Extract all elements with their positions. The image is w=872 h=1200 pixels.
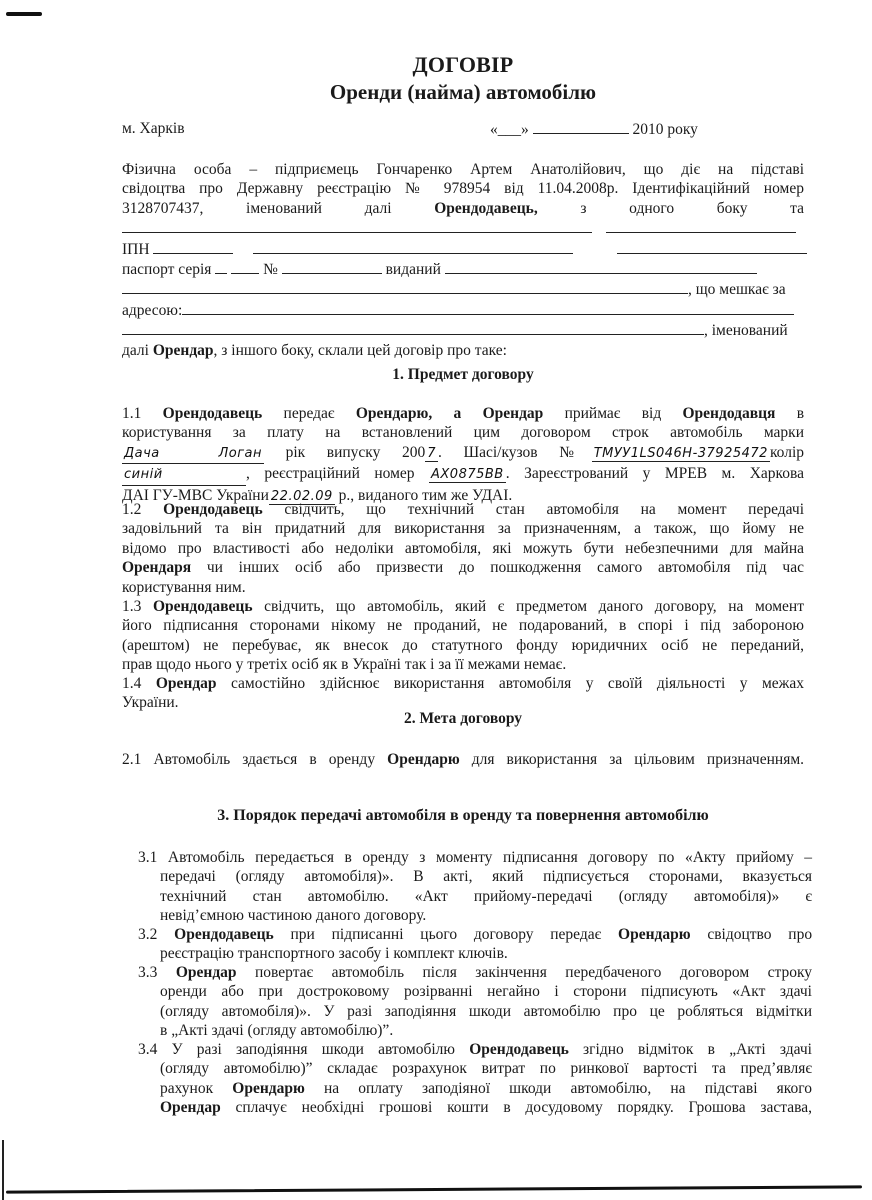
- document-title: ДОГОВІР: [412, 52, 514, 77]
- passport-issued-field: [445, 259, 757, 274]
- clause-1-2: 1.2 Орендодавець свідчить, що технічний стан автомобіля на момент передачі задовільний та він придатний для використання за призначенням, а також, що йому не відомо про властивості або недоліки автомобіля, які можуть бути небезпечними для майна Орендаря чи інших осіб або призвести до пошкодження самого автомобіля під час користування ним.: [122, 501, 804, 596]
- clause-3-1: 3.1 Автомобіль передається в оренду з моменту підписання договору по «Акту прийому – передачі (огляду автомобіля)». В акті, який підписується сторонами, вказується технічний стан автомобілю. «Акт прийому-передачі (огляду автомобіля)» є невід’ємною частиною даного договору.: [138, 849, 812, 925]
- clause-1-3: 1.3 Орендодавець свідчить, що автомобіль, який є предметом даного договору, на момент його підписання сторонами нікому не проданий, не подарований, в спорі і під забороною (арештом) не перебуває, як внесок до статутного фонду юридичних осіб не переданий, прав щодо нього у третіх осіб як в Україні так і за її межами немає.: [122, 598, 804, 674]
- preamble-line: 3128707437, іменований далі Орендодавець, з одного боку та: [122, 199, 804, 217]
- preamble-line: свідоцтва про Державну реєстрацію № 978954 від 11.04.2008р. Ідентифікаційний номер: [122, 180, 804, 198]
- preamble: [122, 160, 804, 360]
- date-day-blank: «___»: [490, 121, 529, 138]
- ipn-field: [153, 239, 233, 254]
- redacted-name-line: [122, 218, 804, 238]
- party-lessee: Орендар: [152, 341, 214, 359]
- preamble-closing: далі Орендар, з іншого боку, склали цей договір про таке:: [122, 341, 507, 359]
- residence-line: , що мешкає за: [122, 279, 804, 299]
- registration-date-handwritten: 22.02.09: [270, 488, 333, 504]
- registration-number-handwritten: АХ0875ВВ: [431, 467, 504, 483]
- passport-series-field-2: [231, 259, 259, 274]
- section-3-title: 3. Порядок передачі автомобіля в оренду та повернення автомобілю: [217, 807, 709, 824]
- year-handwritten: 7: [427, 445, 436, 461]
- city: м. Харків: [122, 120, 185, 137]
- chassis-number-handwritten: ТМУУ1LS046Н-37925472: [593, 445, 768, 461]
- issued-by-field: [122, 279, 688, 294]
- preamble-line: Фізична особа – підприємець Гончаренко Артем Анатолійович, що діє на підставі: [122, 161, 804, 178]
- passport-series-field: [215, 259, 227, 274]
- address-field: [182, 300, 794, 315]
- ipn-field-2: [253, 239, 573, 254]
- document-subtitle: Оренди (найма) автомобілю: [329, 80, 597, 104]
- scan-left-border: [2, 1140, 4, 1200]
- party-lessor: Орендодавець,: [434, 199, 538, 217]
- address-line: адресою:: [122, 300, 804, 320]
- contract-date: [490, 120, 698, 139]
- date-year: 2010 року: [632, 121, 698, 138]
- passport-line: паспорт серія № виданий: [122, 259, 804, 279]
- clause-3-4: 3.4 У разі заподіяння шкоди автомобілю Орендодавець згідно відміток в „Акті здачі (огляду автомобілю)” складає розрахунок витрат по ринкової вартості та пред’являє рахунок Орендарю на оплату заподіяної шкоди автомобілю, на підставі якого Орендар сплачує необхідні грошові кошти в досудовому порядку. Грошова застава,: [138, 1041, 813, 1117]
- address-field-2: [122, 320, 704, 335]
- clause-1-1: 1.1 Орендодавець передає Орендарю, а Орендар приймає від Орендодавця в користування за плату на встановлений цим договором строк автомобіль марки Дача Логан рік випуску 200 7 . Шасі/кузов № ТМУУ1LS046Н-37925472 колір синій , реєстраційний номер АХ0875ВВ . Зареєстрований у МРЕВ м. Харкова ДАІ ГУ-МВС України 22.02.09 р., виданого тим же УДАІ.: [122, 405, 805, 504]
- clause-2-1: 2.1 Автомобіль здається в оренду Орендарю для використання за цільовим призначенням.: [122, 751, 805, 768]
- clause-3-2: 3.2 Орендодавець при підписанні цього договору передає Орендарю свідоцтво про реєстрацію транспортного засобу і комплект ключів.: [138, 926, 813, 963]
- section-2-title: 2. Мета договору: [403, 710, 523, 727]
- clause-3-3: 3.3 Орендар повертає автомобіль після закінчення передбаченого договором строку оренди або при достроковому розірванні негайно і сторони підписують «Акт здачі (огляду автомобіля)». У разі заподіяння шкоди автомобілю про це робляться відмітки в „Акті здачі (огляду автомобілю)”.: [138, 964, 813, 1040]
- ipn-line: ІПН: [122, 239, 804, 259]
- passport-number-field: [282, 259, 382, 274]
- lessee-name-field: [122, 218, 592, 233]
- clause-1-4: 1.4 Орендар самостійно здійснює використання автомобіля у своїй діяльності у межах України.: [122, 675, 805, 712]
- color-handwritten: синій: [122, 465, 246, 485]
- date-month-blank: [533, 120, 629, 134]
- lessee-name-field-2: [606, 218, 796, 233]
- car-make-handwritten: Дача Логан: [122, 444, 264, 464]
- scan-bottom-edge: [6, 1185, 862, 1193]
- scan-edge-mark: [6, 12, 42, 16]
- named-line: , іменований: [122, 320, 804, 340]
- section-1-title: 1. Предмет договору: [392, 366, 534, 383]
- ipn-field-3: [617, 239, 807, 254]
